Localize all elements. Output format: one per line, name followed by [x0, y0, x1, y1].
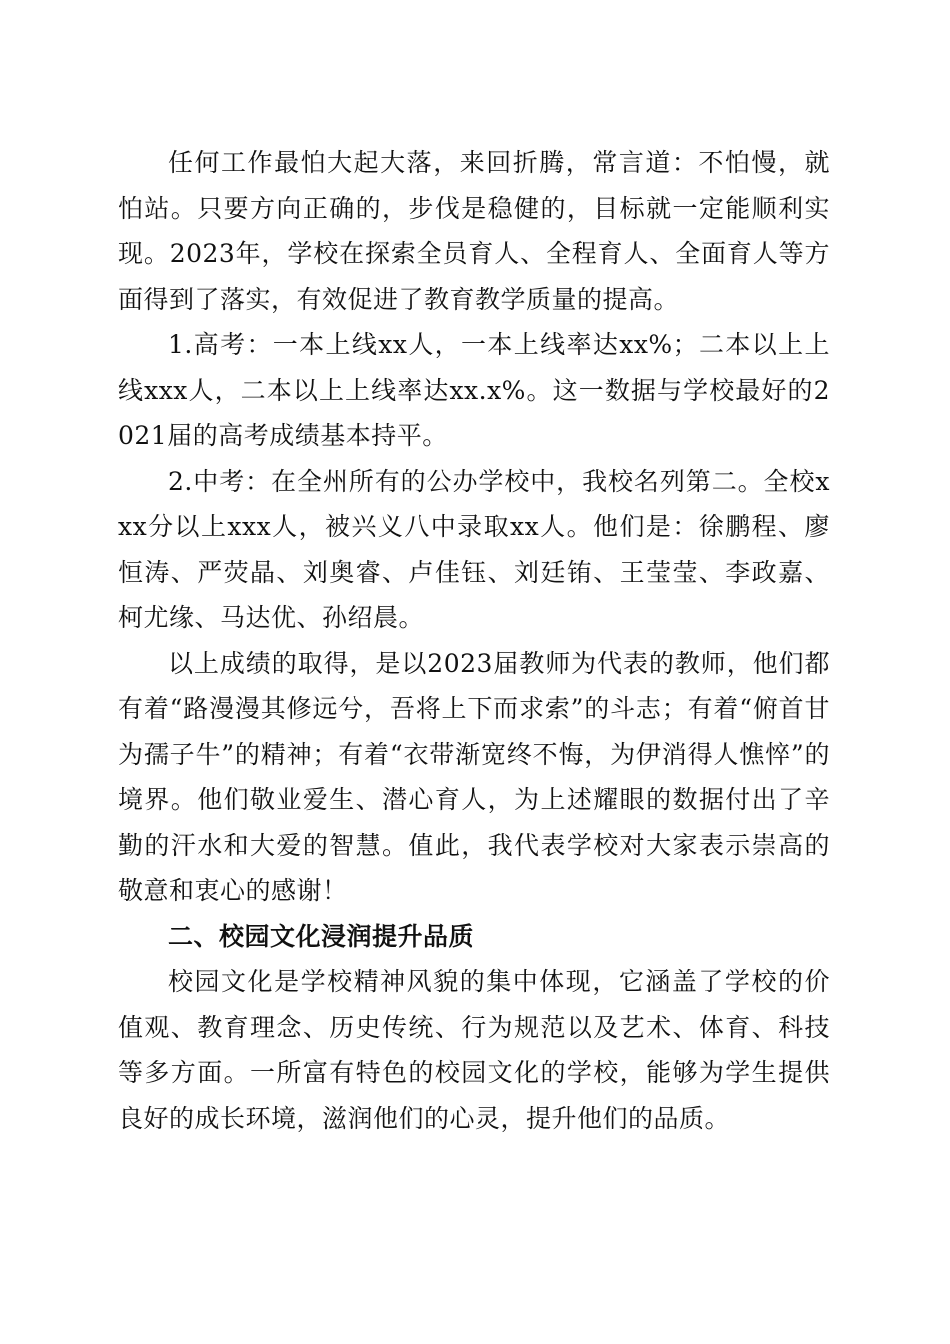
paragraph-campus-culture: 校园文化是学校精神风貌的集中体现，它涵盖了学校的价值观、教育理念、历史传统、行为规范以及艺术、体育、科技等多方面。一所富有特色的校园文化的学校，能够为学生提供良好的成长环境，滋润他们的心灵，提升他们的品质。	[118, 967, 830, 1133]
paragraph-intro: 任何工作最怕大起大落，来回折腾，常言道：不怕慢，就怕站。只要方向正确的，步伐是稳健的，目标就一定能顺利实现。2023年，学校在探索全员育人、全程育人、全面育人等方面得到了落实，有效促进了教育教学质量的提高。	[118, 148, 830, 314]
section-heading: 二、校园文化浸润提升品质	[168, 921, 475, 951]
document-page	[118, 140, 830, 1141]
paragraph-teachers: 以上成绩的取得，是以2023届教师为代表的教师，他们都有着“路漫漫其修远兮，吾将上下而求索”的斗志；有着“俯首甘为孺子牛”的精神；有着“衣带渐宽终不悔，为伊消得人憔悴”的境界。他们敬业爱生、潜心育人，为上述耀眼的数据付出了辛勤的汗水和大爱的智慧。值此，我代表学校对大家表示崇高的敬意和衷心的感谢！	[118, 648, 830, 905]
paragraph-gaokao: 1.高考：一本上线xx人，一本上线率达xx%；二本以上上线xxx人，二本以上上线率达xx.x%。这一数据与学校最好的2021届的高考成绩基本持平。	[118, 330, 830, 450]
paragraph-zhongkao: 2.中考：在全州所有的公办学校中，我校名列第二。全校xxx分以上xxx人，被兴义八中录取xx人。他们是：徐鹏程、廖恒涛、严荧晶、刘奥睿、卢佳钰、刘廷铕、王莹莹、李政嘉、柯尤缘、马达优、孙绍晨。	[118, 466, 830, 632]
